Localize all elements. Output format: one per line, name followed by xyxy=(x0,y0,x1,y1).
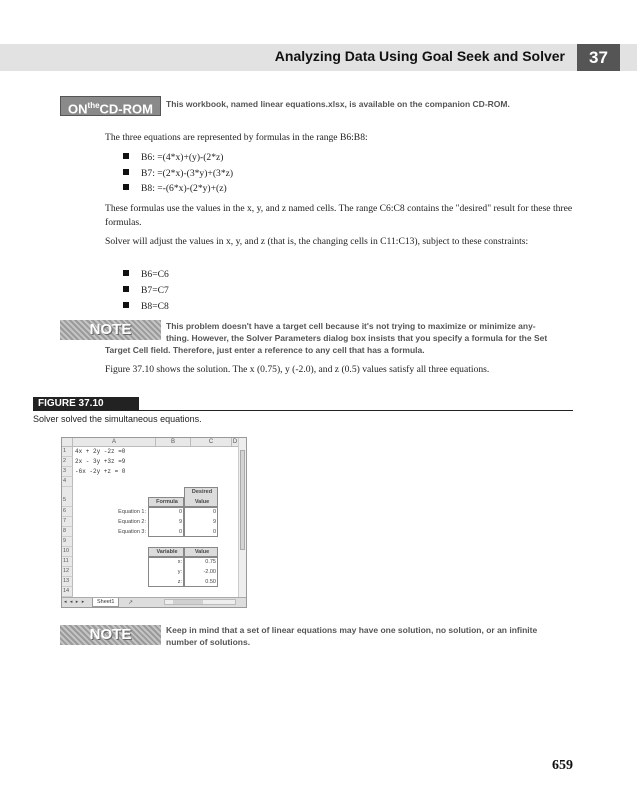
chapter-title: Analyzing Data Using Goal Seek and Solver xyxy=(274,48,565,64)
figure-caption: Solver solved the simultaneous equations. xyxy=(33,414,202,424)
paragraph-4: Figure 37.10 shows the solution. The x (0.75), y (-2.0), and z (0.5) values satisfy all three equations. xyxy=(105,364,490,375)
tab-navigation-arrows-icon[interactable]: ◂ ◂ ▸ ▸ xyxy=(64,599,86,605)
running-header xyxy=(0,44,637,71)
constraint-item: B8=C8 xyxy=(123,300,169,314)
row-header: 14 xyxy=(62,587,73,597)
row-header: 8 xyxy=(62,527,73,537)
cdrom-badge-the: the xyxy=(87,101,100,110)
row-header: 3 xyxy=(62,467,73,477)
formula-header-cell xyxy=(148,497,184,507)
row-header: 13 xyxy=(62,577,73,587)
equation-label: Equation 3: xyxy=(118,529,146,535)
formula-item: B8: =-(6*x)-(2*y)+(z) xyxy=(123,182,227,196)
paragraph-2: These formulas use the values in the x, y, and z named cells. The range C6:C8 contains the "desired" result for these three formulas. xyxy=(105,203,573,228)
bullet-icon xyxy=(123,302,129,308)
cdrom-text: This workbook, named linear equations.xlsx, is available on the companion CD-ROM. xyxy=(166,99,510,109)
value-header: Value xyxy=(194,549,210,555)
equation-cell: 2x - 3y +3z =9 xyxy=(75,458,126,465)
cdrom-badge-on: ON xyxy=(68,101,88,117)
desired-value: 9 xyxy=(212,519,216,525)
row-header: 11 xyxy=(62,557,73,567)
row-header: 9 xyxy=(62,537,73,547)
column-header: A xyxy=(73,438,156,447)
equation-label: Equation 1: xyxy=(118,509,146,515)
row-header: 7 xyxy=(62,517,73,527)
scroll-thumb[interactable] xyxy=(173,600,203,604)
scroll-thumb[interactable] xyxy=(240,450,245,550)
bullet-icon xyxy=(123,169,129,175)
equation-cell: 4x + 2y -2z =0 xyxy=(75,448,126,455)
figure-rule xyxy=(33,410,573,411)
variable-header-cell xyxy=(148,547,184,557)
variable-name: x: xyxy=(177,559,182,565)
row-header: 12 xyxy=(62,567,73,577)
cdrom-badge xyxy=(60,96,161,116)
column-header: B xyxy=(156,438,191,447)
select-all-corner xyxy=(62,438,73,447)
constraint-item: B7=C7 xyxy=(123,284,169,298)
desired-header-line2: Value xyxy=(194,499,210,505)
intro-paragraph: The three equations are represented by formulas in the range B6:B8: xyxy=(105,132,368,143)
row-header: 6 xyxy=(62,507,73,517)
variable-header: Variable xyxy=(156,549,178,555)
formula-value: 9 xyxy=(178,519,182,525)
desired-value: 0 xyxy=(212,529,216,535)
bullet-icon xyxy=(123,184,129,190)
bullet-icon xyxy=(123,153,129,159)
note1-line3: Target Cell field. Therefore, just enter a reference to any cell that has a formula. xyxy=(105,345,425,355)
formula-header: Formula xyxy=(156,499,178,505)
formula-value: 0 xyxy=(178,509,182,515)
spreadsheet-screenshot xyxy=(61,437,247,608)
desired-header-line1: Desired xyxy=(191,489,213,495)
note2-line2: number of solutions. xyxy=(166,637,251,647)
equation-label: Equation 2: xyxy=(118,519,146,525)
value-header-cell xyxy=(184,547,218,557)
row-header: 5 xyxy=(62,487,73,507)
insert-sheet-icon[interactable]: ↗ xyxy=(128,600,134,606)
variable-name: z: xyxy=(177,579,182,585)
formula-item: B6: =(4*x)+(y)-(2*z) xyxy=(123,151,223,165)
variable-value: 0.50 xyxy=(205,579,216,585)
desired-value: 0 xyxy=(212,509,216,515)
equation-cell: -6x -2y +z = 0 xyxy=(75,468,126,475)
column-header: D xyxy=(232,439,238,445)
note1-line1: This problem doesn't have a target cell because it's not trying to maximize or minimize any- xyxy=(166,321,536,331)
row-header: 1 xyxy=(62,447,73,457)
cdrom-badge-cd: CD-ROM xyxy=(99,101,153,117)
row-header: 2 xyxy=(62,457,73,467)
bullet-icon xyxy=(123,286,129,292)
column-header: C xyxy=(191,438,232,447)
note1-line2: thing. However, the Solver Parameters dialog box insists that you specify a formula for the Set xyxy=(166,333,548,343)
note-badge: NOTE xyxy=(60,320,161,340)
note2-line1: Keep in mind that a set of linear equations may have one solution, no solution, or an infinite xyxy=(166,625,538,635)
constraint-item: B6=C6 xyxy=(123,268,169,282)
sheet-tab-bar xyxy=(62,597,246,607)
figure-label: FIGURE 37.10 xyxy=(33,397,139,411)
variable-value: -2.00 xyxy=(203,569,216,575)
row-header: 4 xyxy=(62,477,73,487)
formula-value: 0 xyxy=(178,529,182,535)
sheet-tab[interactable]: Sheet1 xyxy=(92,598,119,607)
row-header: 10 xyxy=(62,547,73,557)
page-number: 659 xyxy=(552,758,573,773)
vertical-scrollbar[interactable] xyxy=(238,438,246,598)
paragraph-3: Solver will adjust the values in x, y, and z (that is, the changing cells in C11:C13), subject to these constraints: xyxy=(105,236,529,247)
variable-value: 0.75 xyxy=(205,559,216,565)
horizontal-scrollbar[interactable] xyxy=(164,599,236,605)
desired-header-cell xyxy=(184,487,218,507)
variable-name: y: xyxy=(177,569,182,575)
bullet-icon xyxy=(123,270,129,276)
note-badge: NOTE xyxy=(60,625,161,645)
formula-item: B7: =(2*x)-(3*y)+(3*z) xyxy=(123,167,233,181)
chapter-number: 37 xyxy=(577,44,620,71)
